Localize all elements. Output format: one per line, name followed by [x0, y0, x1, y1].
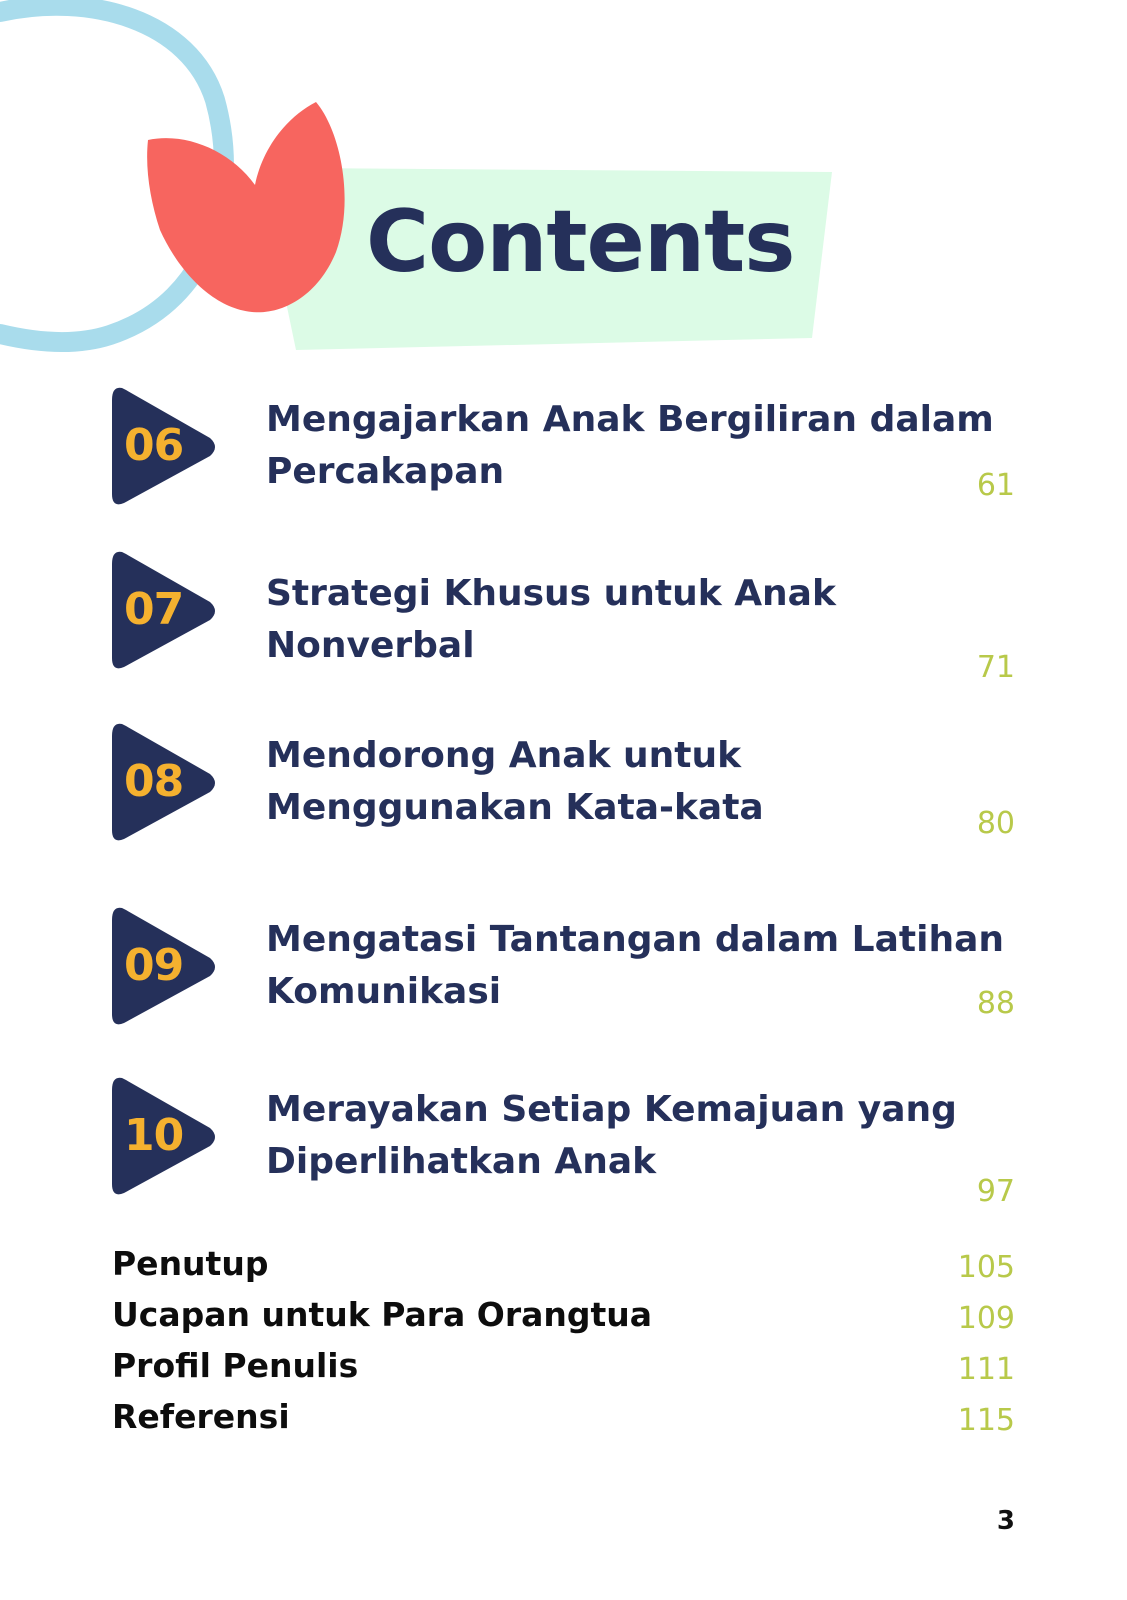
- extra-page-number: 105: [957, 1250, 1015, 1285]
- chapter-page-number: 61: [976, 468, 1015, 503]
- chapter-number: 10: [124, 1110, 184, 1161]
- chapter-badge: [112, 550, 220, 672]
- chapter-title: Mengatasi Tantangan dalam Latihan Komunikasi: [266, 919, 1004, 1012]
- chapter-page-number: 88: [976, 986, 1015, 1021]
- toc-extra-entry[interactable]: [0, 1397, 1127, 1449]
- chapter-badge: [112, 906, 220, 1028]
- chapter-page-number: 97: [976, 1174, 1015, 1209]
- page-number: 3: [996, 1506, 1015, 1536]
- extra-title: Penutup: [112, 1244, 269, 1283]
- extra-page-number: 115: [957, 1403, 1015, 1438]
- extra-title: Profil Penulis: [112, 1346, 359, 1385]
- extra-title: Ucapan untuk Para Orangtua: [112, 1295, 653, 1334]
- chapter-badge: [112, 386, 220, 508]
- chapter-title: Mengajarkan Anak Bergiliran dalam Percakapan: [266, 399, 994, 492]
- extra-page-number: 111: [957, 1352, 1015, 1387]
- toc-extra-entry[interactable]: [0, 1244, 1127, 1296]
- extra-title: Referensi: [112, 1397, 290, 1436]
- chapter-badge: [112, 1076, 220, 1198]
- chapter-title: Strategi Khusus untuk Anak Nonverbal: [266, 573, 836, 666]
- chapter-title: Merayakan Setiap Kemajuan yang Diperlihatkan Anak: [266, 1089, 957, 1182]
- chapter-page-number: 71: [976, 650, 1015, 685]
- chapter-badge: [112, 722, 220, 844]
- toc-extra-entry[interactable]: [0, 1295, 1127, 1347]
- extra-page-number: 109: [957, 1301, 1015, 1336]
- chapter-number: 08: [124, 756, 184, 807]
- chapter-number: 06: [124, 420, 184, 471]
- chapter-page-number: 80: [976, 806, 1015, 841]
- page-title: Contents: [366, 192, 795, 292]
- chapter-number: 07: [124, 584, 184, 635]
- chapter-number: 09: [124, 940, 184, 991]
- chapter-title: Mendorong Anak untuk Menggunakan Kata-kata: [266, 735, 764, 828]
- toc-extra-entry[interactable]: [0, 1346, 1127, 1398]
